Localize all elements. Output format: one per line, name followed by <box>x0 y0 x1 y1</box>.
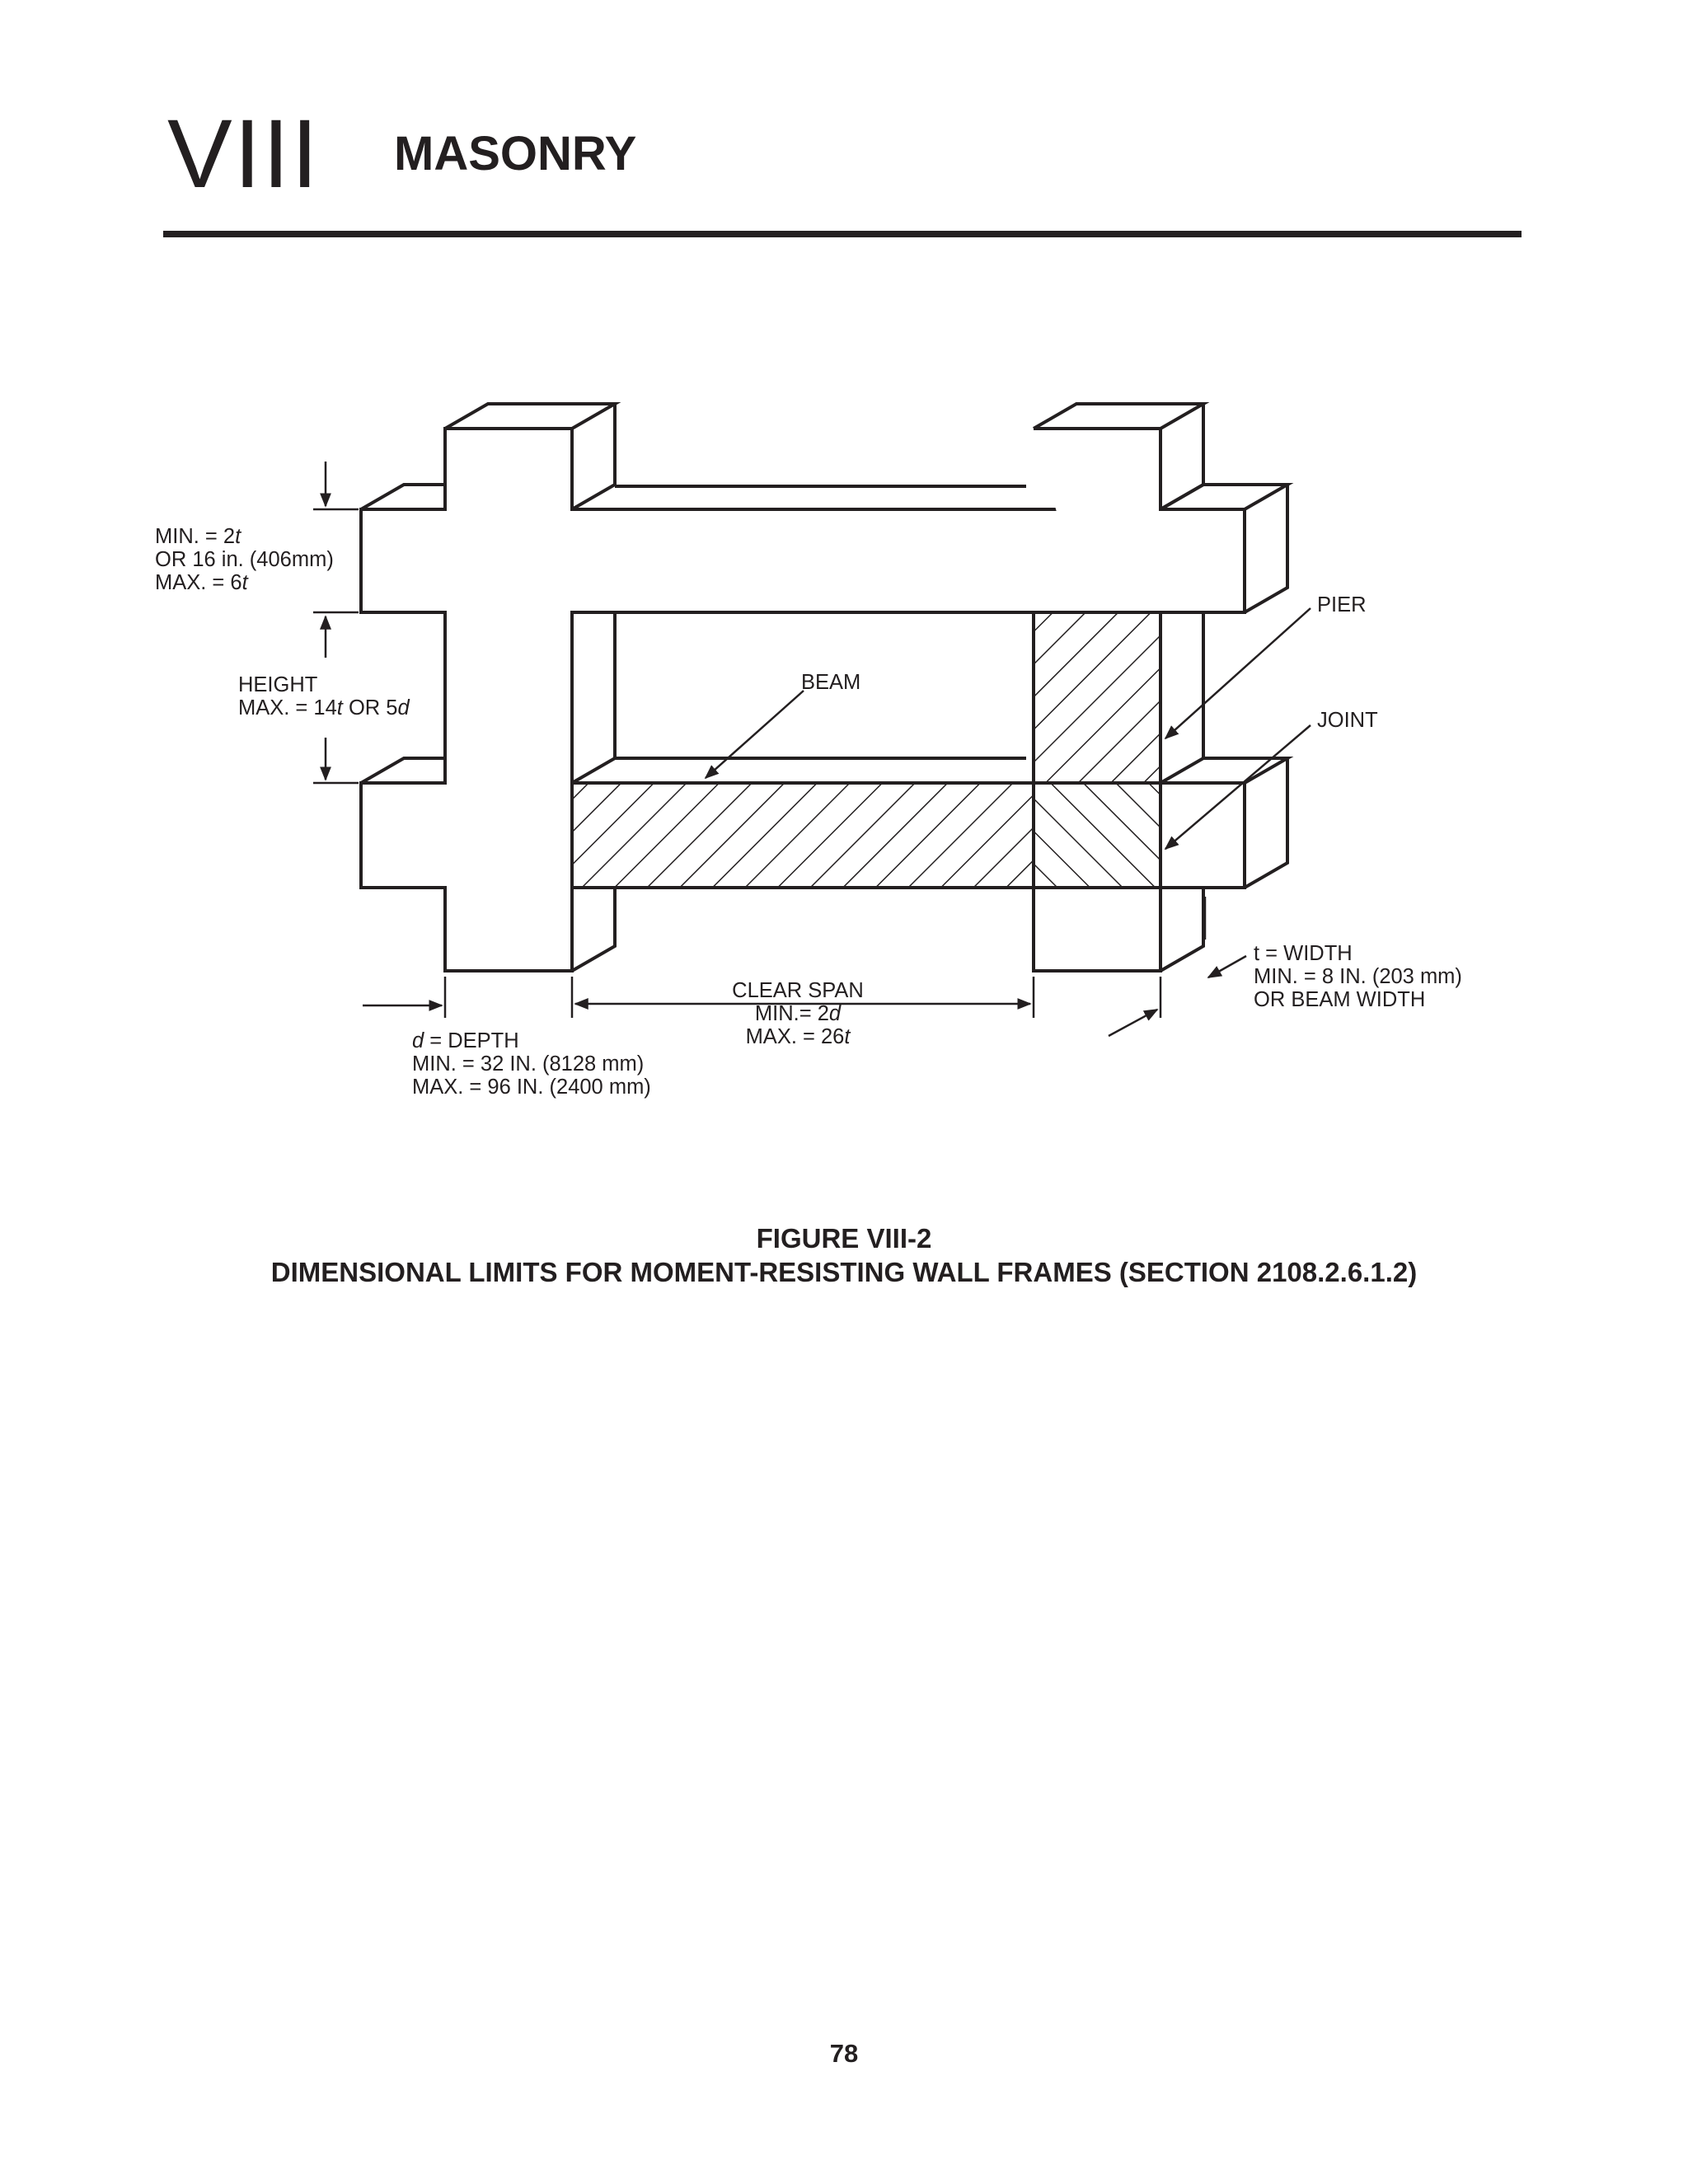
right-pier-top <box>1034 404 1203 429</box>
right-pier-side <box>1160 404 1203 509</box>
page-number: 78 <box>829 2039 859 2068</box>
label-depth-line3: MAX. = 96 IN. (2400 mm) <box>412 1076 651 1099</box>
label-pier: PIER <box>1317 593 1367 616</box>
label-beam: BEAM <box>801 671 861 694</box>
left-wing-top <box>361 485 445 509</box>
left-pier-side <box>572 404 615 509</box>
bottom-depth-right <box>1160 888 1203 971</box>
label-span-line2: MIN.= 2d <box>754 1002 842 1025</box>
left-wing-lower-top <box>361 758 445 783</box>
chapter-title: MASONRY <box>394 127 637 180</box>
joint-hatch <box>1034 783 1160 888</box>
beam-hatch <box>572 783 1034 888</box>
label-height-line1: HEIGHT <box>238 673 318 696</box>
label-width-line3: OR BEAM WIDTH <box>1254 988 1426 1011</box>
label-span-line1: CLEAR SPAN <box>732 979 864 1002</box>
chapter-number: VIII <box>167 100 321 209</box>
figure-number: FIGURE VIII-2 <box>756 1223 932 1254</box>
label-width-line1: t = WIDTH <box>1254 942 1353 965</box>
label-depth-line2: MIN. = 32 IN. (8128 mm) <box>412 1052 645 1076</box>
label-height-line2: MAX. = 14t OR 5d <box>238 696 410 719</box>
label-min-line3: MAX. = 6t <box>155 571 248 594</box>
label-min-line2: OR 16 in. (406mm) <box>155 548 334 571</box>
label-width-line2: MIN. = 8 IN. (203 mm) <box>1254 965 1462 988</box>
left-pier-top <box>445 404 615 429</box>
label-joint: JOINT <box>1317 709 1378 732</box>
label-min-line1: MIN. = 2t <box>155 525 241 548</box>
label-depth-line1: d = DEPTH <box>412 1029 519 1052</box>
pier-hatch <box>1034 612 1160 783</box>
bottom-depth-left <box>572 888 615 971</box>
right-wing-top <box>1160 485 1287 509</box>
figure-title: DIMENSIONAL LIMITS FOR MOMENT-RESISTING WALL FRAMES (SECTION 2108.2.6.1.2) <box>270 1257 1418 1287</box>
label-span-line3: MAX. = 26t <box>745 1025 851 1048</box>
